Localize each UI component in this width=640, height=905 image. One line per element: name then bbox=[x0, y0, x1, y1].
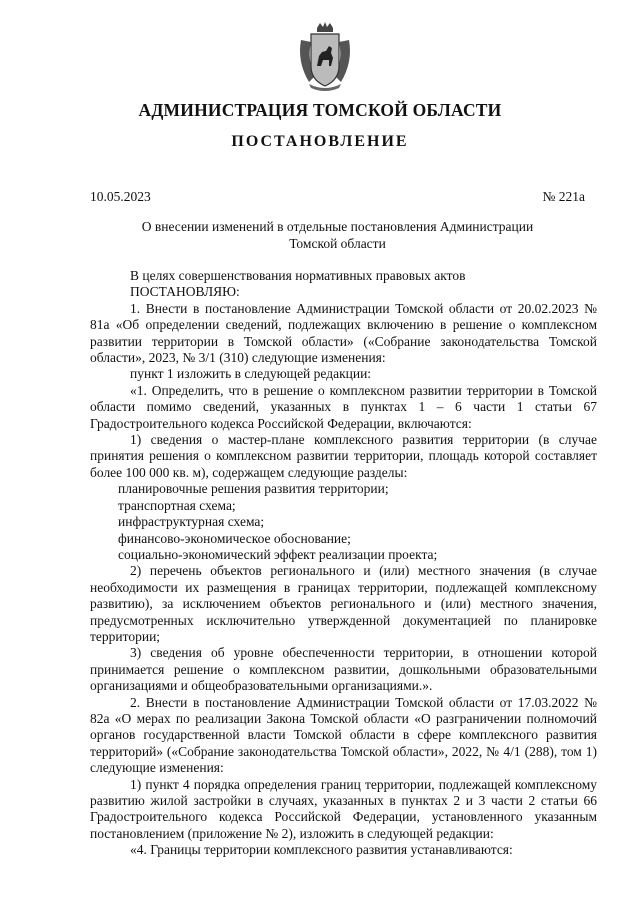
subject-line: О внесении изменений в отдельные постановления Администрации bbox=[141, 219, 534, 234]
document-date: 10.05.2023 bbox=[90, 189, 151, 204]
body-paragraph: ПОСТАНОВЛЯЮ: bbox=[130, 284, 240, 300]
list-item: планировочные решения развития территории; bbox=[118, 481, 389, 497]
body-paragraph: 2) перечень объектов регионального и (или) местного значения (в случае необходимости их размещения в границах территории, подлежащей комплексному развитию), за исключением объектов регионального и (или) местного значения, предусмотренных исключительно утвержденной документацией по планировке территории; bbox=[90, 563, 597, 644]
body-paragraph: 2. Внести в постановление Администрации Томской области от 17.03.2022 № 82а «О мерах по реализации Закона Томской области «О разграничении полномочий органов государственной власти Томской области в сфере комплексного развития территорий» («Собрание законодательства Томской области», 2022, № 4/1 (288), том 1) следующие изменения: bbox=[90, 694, 597, 776]
body-paragraph: 3) сведения об уровне обеспеченности территории, в отношении которой принимается решение о комплексном развитии, дошкольными образовательными организациями и общеобразовательными организациями.». bbox=[90, 645, 597, 694]
tomsk-region-coat-of-arms-icon bbox=[295, 22, 355, 92]
organization-title: АДМИНИСТРАЦИЯ ТОМСКОЙ ОБЛАСТИ bbox=[138, 100, 502, 120]
body-paragraph: 1) сведения о мастер-плане комплексного развития территории (в случае принятия решения о комплексном развитии территории, площадь которой составляет более 100 000 кв. м), содержащем следующие разделы: bbox=[90, 432, 597, 480]
body-paragraph: «4. Границы территории комплексного развития устанавливаются: bbox=[130, 842, 513, 858]
list-item: инфраструктурная схема; bbox=[118, 514, 265, 530]
body-paragraph: пункт 1 изложить в следующей редакции: bbox=[130, 366, 372, 382]
body-paragraph: 1) пункт 4 порядка определения границ территории, подлежащей комплексному развитию жилой застройки в случаях, указанных в пунктах 2 и 3 части 2 статьи 66 Градостроительного кодекса Российской Федерации, установленного указанным постановлением (приложение № 2), изложить в следующей редакции: bbox=[90, 776, 597, 841]
body-paragraph: 1. Внести в постановление Администрации Томской области от 20.02.2023 № 81а «Об определении сведений, подлежащих включению в решение о комплексном развитии территории в Томской области» («Собрание законодательства Томской области», 2023, № 3/1 (310) следующие изменения: bbox=[90, 300, 597, 366]
subject-line: Томской области bbox=[289, 235, 386, 251]
list-item: финансово-экономическое обоснование; bbox=[118, 530, 351, 546]
body-paragraph: «1. Определить, что в решение о комплексном развитии территории в Томской области помимо сведений, указанных в пунктах 1 – 6 части 1 статьи 67 Градостроительного кодекса Российской Федерации, включаются: bbox=[90, 382, 597, 431]
list-item: социально-экономический эффект реализации проекта; bbox=[118, 546, 438, 562]
document-subject bbox=[90, 219, 585, 252]
document-type-heading: ПОСТАНОВЛЕНИЕ bbox=[231, 133, 409, 150]
body-paragraph: В целях совершенствования нормативных правовых актов bbox=[130, 268, 466, 283]
document-number: № 221а bbox=[542, 189, 585, 204]
document-body bbox=[90, 268, 597, 859]
list-item: транспортная схема; bbox=[118, 497, 236, 513]
